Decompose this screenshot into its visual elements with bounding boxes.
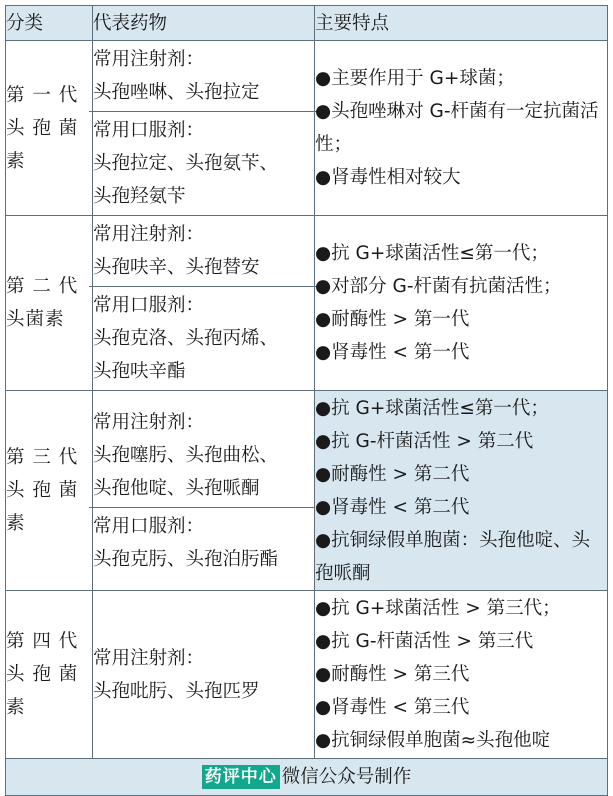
drugs-cell [93, 41, 315, 216]
class-cell: 第 四 代 头 孢 菌 素 [6, 591, 93, 759]
class-cell: 第 三 代 头 孢 菌 素 [6, 391, 93, 591]
footer-text: 微信公众号制作 [281, 766, 412, 788]
table-row [6, 591, 608, 759]
header-class: 分类 [6, 6, 93, 41]
drugs-cell [93, 591, 315, 759]
table-row [6, 216, 608, 391]
footer-cell [6, 759, 608, 796]
drug-group-injection: 常用注射剂： 头孢吡肟、头孢匹罗 [93, 647, 260, 702]
table-row [6, 391, 608, 591]
drug-group-injection: 常用注射剂： 头孢呋辛、头孢替安 [93, 224, 260, 278]
class-cell: 第 一 代 头 孢 菌 素 [6, 41, 93, 216]
drug-group-oral: 常用口服剂： 头孢克洛、头孢丙烯、 头孢呋辛酯 [93, 295, 279, 382]
drugs-cell [93, 216, 315, 391]
cephalosporin-table [5, 5, 608, 796]
header-features: 主要特点 [315, 6, 608, 41]
header-row [6, 6, 608, 41]
drug-group-injection: 常用注射剂： 头孢唑啉、头孢拉定 [93, 49, 260, 103]
footer-row [6, 759, 608, 796]
drug-group-oral: 常用口服剂： 头孢克肟、头孢泊肟酯 [93, 515, 279, 570]
table-row [6, 41, 608, 216]
drug-group-injection: 常用注射剂： 头孢噻肟、头孢曲松、 头孢他啶、头孢哌酮 [93, 411, 279, 499]
class-cell: 第 二 代 头菌素 [6, 216, 93, 391]
header-drugs: 代表药物 [93, 6, 315, 41]
features-cell: ●主要作用于 G+球菌； ●头孢唑琳对 G-杆菌有一定抗菌活性； ●肾毒性相对较大 [315, 41, 608, 216]
features-cell: ●抗 G+球菌活性 > 第三代； ●抗 G-杆菌活性 > 第三代 ●耐酶性 > 第三代 ●肾毒性 < 第三代 ●抗铜绿假单胞菌≈头孢他啶 [315, 591, 608, 759]
drug-group-oral: 常用口服剂： 头孢拉定、头孢氨苄、 头孢羟氨苄 [93, 120, 279, 207]
features-cell-highlighted: ●抗 G+球菌活性≤第一代； ●抗 G-杆菌活性 > 第二代 ●耐酶性 > 第二代 ●肾毒性 < 第二代 ●抗铜绿假单胞菌：头孢他啶、头孢哌酮 [315, 391, 608, 591]
drugs-cell [93, 391, 315, 591]
features-cell: ●抗 G+球菌活性≤第一代； ●对部分 G-杆菌有抗菌活性； ●耐酶性 > 第一代 ●肾毒性 < 第一代 [315, 216, 608, 391]
brand-logo: 药评中心 [202, 765, 280, 789]
